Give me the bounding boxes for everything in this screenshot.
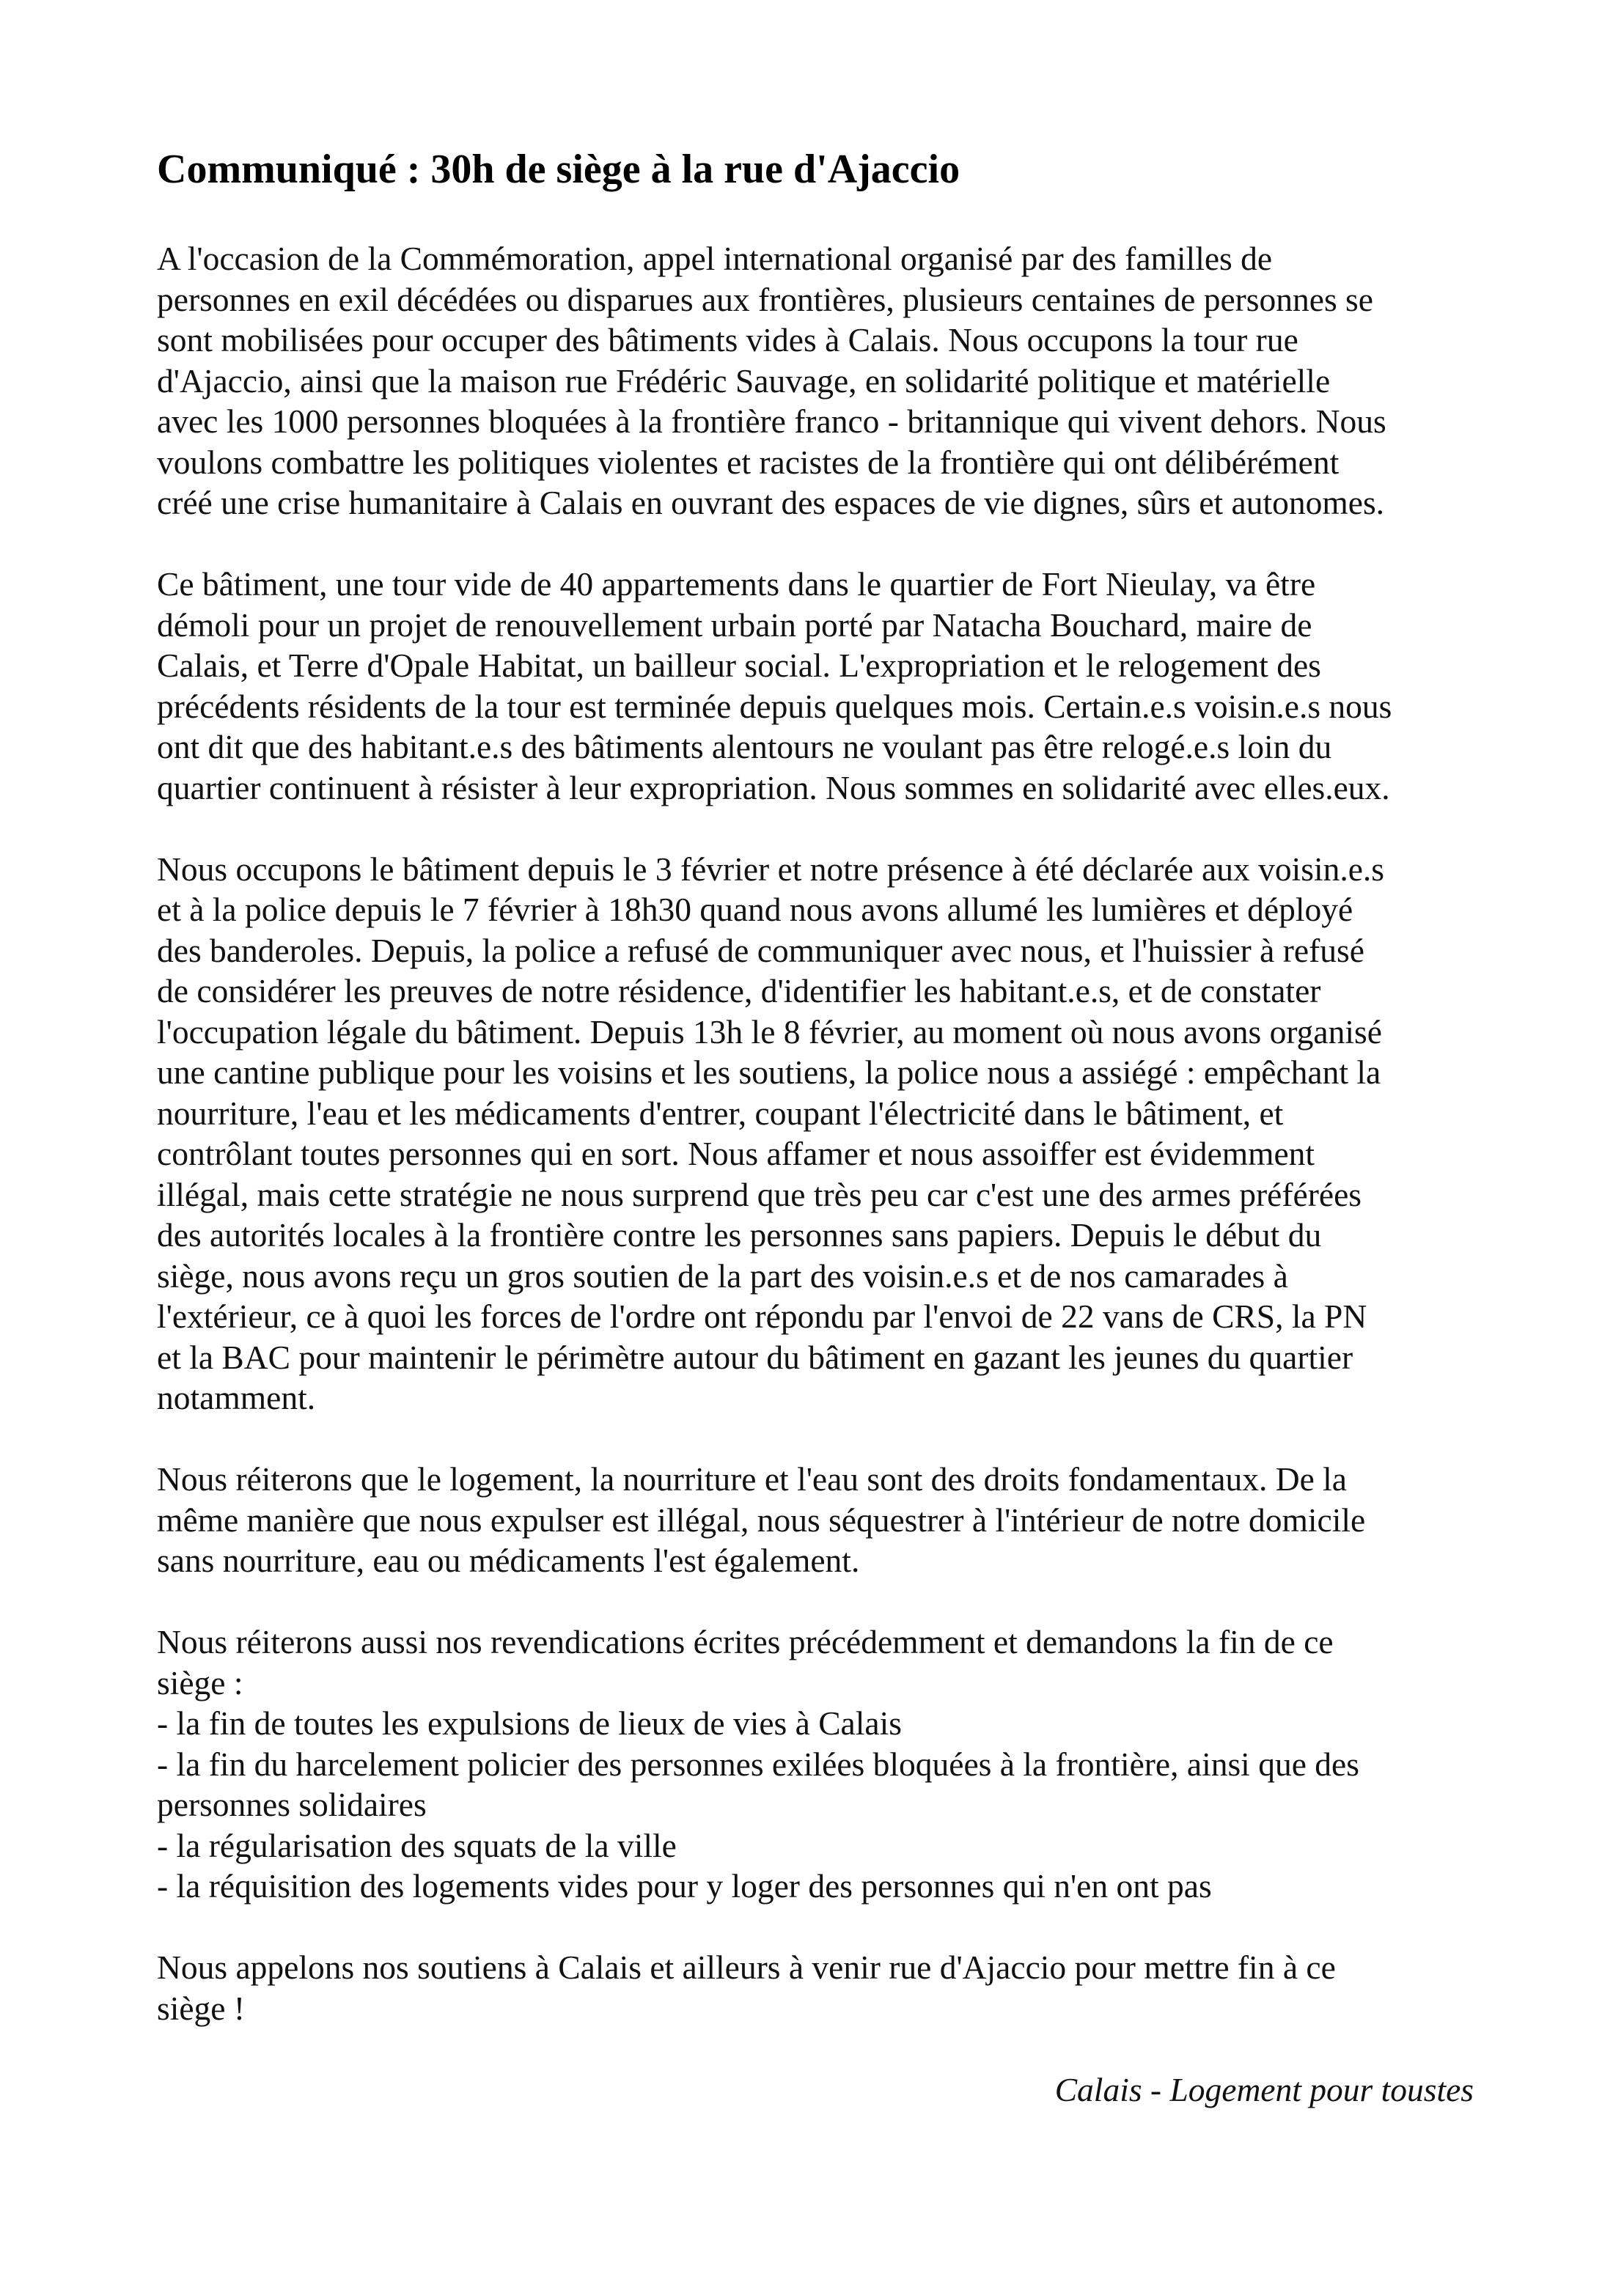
text-line: Nous réiterons aussi nos revendications écrites précédemment et demandons la fin de ce xyxy=(157,1623,1334,1660)
document-title: Communiqué : 30h de siège à la rue d'Ajaccio xyxy=(157,147,960,192)
text-line: Calais, et Terre d'Opale Habitat, un bailleur social. L'expropriation et le relogement des xyxy=(157,647,1321,684)
text-line: siège ! xyxy=(157,1989,246,2027)
text-line: une cantine publique pour les voisins et les soutiens, la police nous a assiégé : empêchant la xyxy=(157,1053,1381,1091)
text-line: Nous réiterons que le logement, la nourriture et l'eau sont des droits fondamentaux. De la xyxy=(157,1460,1347,1498)
paragraph-demands xyxy=(157,1622,1477,1907)
text-line: Nous occupons le bâtiment depuis le 3 février et notre présence à été déclarée aux voisin.e.s xyxy=(157,850,1384,888)
text-line: siège, nous avons reçu un gros soutien de la part des voisin.e.s et de nos camarades à xyxy=(157,1256,1288,1295)
text-line: personnes en exil décédées ou disparues aux frontières, plusieurs centaines de personnes se xyxy=(157,280,1373,318)
text-line: même manière que nous expulser est illégal, nous séquestrer à l'intérieur de notre domicile xyxy=(157,1501,1366,1539)
document-body xyxy=(157,238,1477,2110)
text-line: sont mobilisées pour occuper des bâtiments vides à Calais. Nous occupons la tour rue xyxy=(157,321,1298,358)
text-line: quartier continuent à résister à leur expropriation. Nous sommes en solidarité avec elles.eux. xyxy=(157,768,1390,806)
text-line: siège : xyxy=(157,1663,243,1701)
demand-item-continued: personnes solidaires xyxy=(157,1786,427,1823)
paragraph-rights xyxy=(157,1459,1477,1581)
paragraph-call xyxy=(157,1947,1477,2028)
text-line: et à la police depuis le 7 février à 18h30 quand nous avons allumé les lumières et déployé xyxy=(157,891,1353,928)
text-line: contrôlant toutes personnes qui en sort. Nous affamer et nous assoiffer est évidemment xyxy=(157,1135,1315,1172)
text-line: des autorités locales à la frontière contre les personnes sans papiers. Depuis le début du xyxy=(157,1216,1322,1254)
text-line: et la BAC pour maintenir le périmètre autour du bâtiment en gazant les jeunes du quartier xyxy=(157,1338,1353,1376)
text-line: ont dit que des habitant.e.s des bâtiments alentours ne voulant pas être relogé.e.s loin du xyxy=(157,728,1332,765)
text-line: Nous appelons nos soutiens à Calais et ailleurs à venir rue d'Ajaccio pour mettre fin à ce xyxy=(157,1949,1336,1986)
text-line: de considérer les preuves de notre résidence, d'identifier les habitant.e.s, et de constater xyxy=(157,972,1321,1009)
text-line: des banderoles. Depuis, la police a refusé de communiquer avec nous, et l'huissier à refusé xyxy=(157,931,1364,969)
paragraph-building xyxy=(157,564,1477,808)
demand-item: - la fin de toutes les expulsions de lieux de vies à Calais xyxy=(157,1704,902,1742)
demand-item: - la fin du harcelement policier des personnes exilées bloquées à la frontière, ainsi que des xyxy=(157,1745,1359,1783)
paragraph-intro xyxy=(157,238,1477,523)
text-line: nourriture, l'eau et les médicaments d'entrer, coupant l'électricité dans le bâtiment, et xyxy=(157,1094,1284,1132)
text-line: l'occupation légale du bâtiment. Depuis 13h le 8 février, au moment où nous avons organisé xyxy=(157,1012,1382,1051)
signature: Calais - Logement pour toustes xyxy=(1054,2070,1474,2108)
demand-item: - la régularisation des squats de la ville xyxy=(157,1826,677,1864)
text-line: précédents résidents de la tour est terminée depuis quelques mois. Certain.e.s voisin.e.s nous xyxy=(157,687,1392,725)
text-line: Ce bâtiment, une tour vide de 40 appartements dans le quartier de Fort Nieulay, va être xyxy=(157,565,1316,603)
text-line: illégal, mais cette stratégie ne nous surprend que très peu car c'est une des armes préférées xyxy=(157,1175,1362,1213)
text-line: notamment. xyxy=(157,1379,316,1416)
paragraph-occupation xyxy=(157,849,1477,1419)
text-line: créé une crise humanitaire à Calais en ouvrant des espaces de vie dignes, sûrs et autonomes. xyxy=(157,484,1385,521)
text-line: avec les 1000 personnes bloquées à la frontière franco - britannique qui vivent dehors. Nous xyxy=(157,402,1386,440)
text-line: voulons combattre les politiques violentes et racistes de la frontière qui ont délibérément xyxy=(157,443,1340,481)
text-line: sans nourriture, eau ou médicaments l'est également. xyxy=(157,1542,860,1579)
text-line: l'extérieur, ce à quoi les forces de l'ordre ont répondu par l'envoi de 22 vans de CRS, la PN xyxy=(157,1298,1367,1335)
text-line: A l'occasion de la Commémoration, appel international organisé par des familles de xyxy=(157,240,1273,277)
text-line: d'Ajaccio, ainsi que la maison rue Frédéric Sauvage, en solidarité politique et matérielle xyxy=(157,361,1331,400)
text-line: démoli pour un projet de renouvellement urbain porté par Natacha Bouchard, maire de xyxy=(157,606,1312,644)
demand-item: - la réquisition des logements vides pour y loger des personnes qui n'en ont pas xyxy=(157,1867,1212,1905)
